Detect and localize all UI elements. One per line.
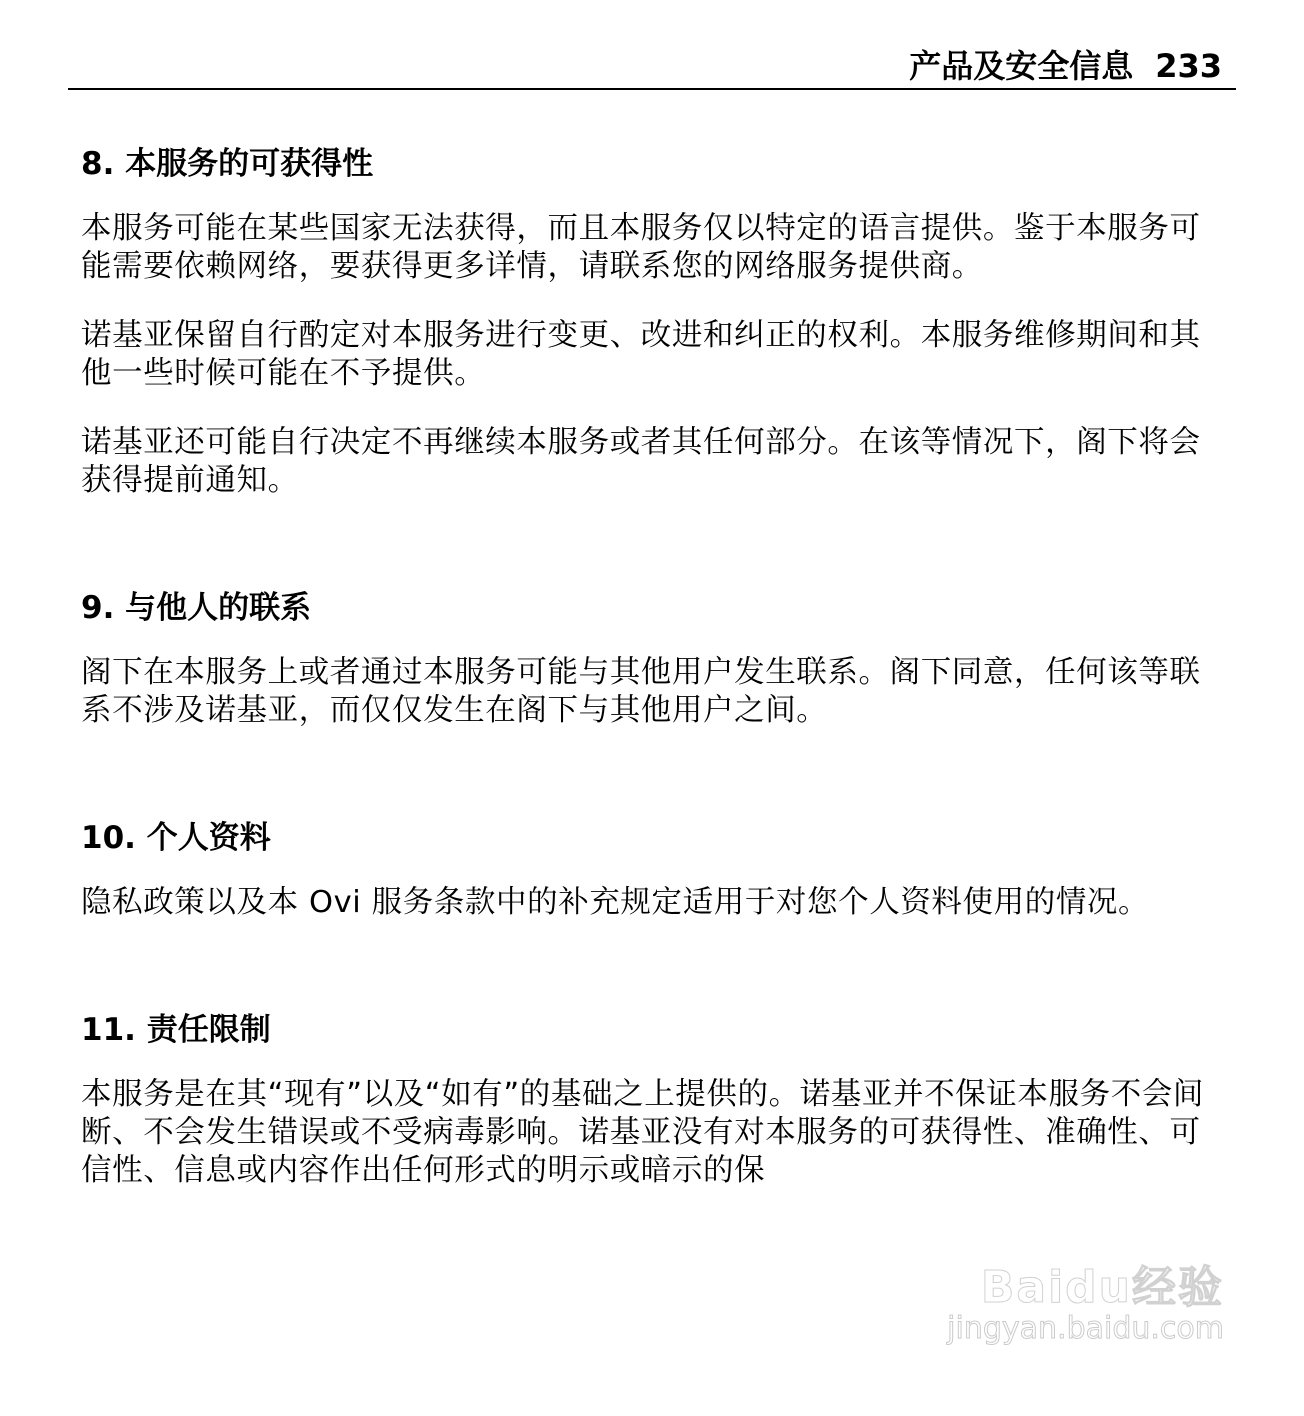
paragraph: 诺基亚还可能自行决定不再继续本服务或者其任何部分。在该等情况下，阁下将会获得提前通知。 bbox=[81, 425, 1201, 498]
header-title bbox=[909, 46, 1222, 86]
paragraph: 本服务是在其“现有”以及“如有”的基础之上提供的。诺基亚并不保证本服务不会间断、不会发生错误或不受病毒影响。诺基亚没有对本服务的可获得性、准确性、可信性、信息或内容作出任何形式的明示或暗示的保 bbox=[81, 1077, 1205, 1188]
section-contact-with-others bbox=[81, 584, 1231, 730]
paragraph: 隐私政策以及本 Ovi 服务条款中的补充规定适用于对您个人资料使用的情况。 bbox=[81, 885, 1150, 920]
page-header bbox=[68, 40, 1236, 90]
section-title: 9. 与他人的联系 bbox=[81, 590, 312, 626]
document-title: 产品及安全信息 bbox=[909, 47, 1134, 85]
section-spacer bbox=[81, 761, 1231, 814]
section-spacer bbox=[81, 531, 1231, 584]
section-title: 11. 责任限制 bbox=[81, 1012, 271, 1048]
section-personal-data bbox=[81, 814, 1231, 922]
watermark-brand: Baidu经验 bbox=[980, 1262, 1224, 1313]
section-availability bbox=[81, 140, 1231, 500]
watermark-url: jingyan.baidu.com bbox=[947, 1311, 1224, 1346]
section-limitation-of-liability bbox=[81, 1006, 1231, 1190]
paragraph: 诺基亚保留自行酌定对本服务进行变更、改进和纠正的权利。本服务维修期间和其他一些时候可能在不予提供。 bbox=[81, 318, 1201, 391]
watermark bbox=[947, 1264, 1224, 1346]
page-number: 233 bbox=[1155, 47, 1222, 85]
section-spacer bbox=[81, 953, 1231, 1006]
section-title: 10. 个人资料 bbox=[81, 820, 271, 856]
paragraph: 本服务可能在某些国家无法获得，而且本服务仅以特定的语言提供。鉴于本服务可能需要依赖网络，要获得更多详情，请联系您的网络服务提供商。 bbox=[81, 211, 1201, 284]
section-title: 8. 本服务的可获得性 bbox=[81, 146, 374, 182]
paragraph: 阁下在本服务上或者通过本服务可能与其他用户发生联系。阁下同意，任何该等联系不涉及诺基亚，而仅仅发生在阁下与其他用户之间。 bbox=[81, 655, 1201, 728]
document-body bbox=[81, 140, 1231, 1221]
